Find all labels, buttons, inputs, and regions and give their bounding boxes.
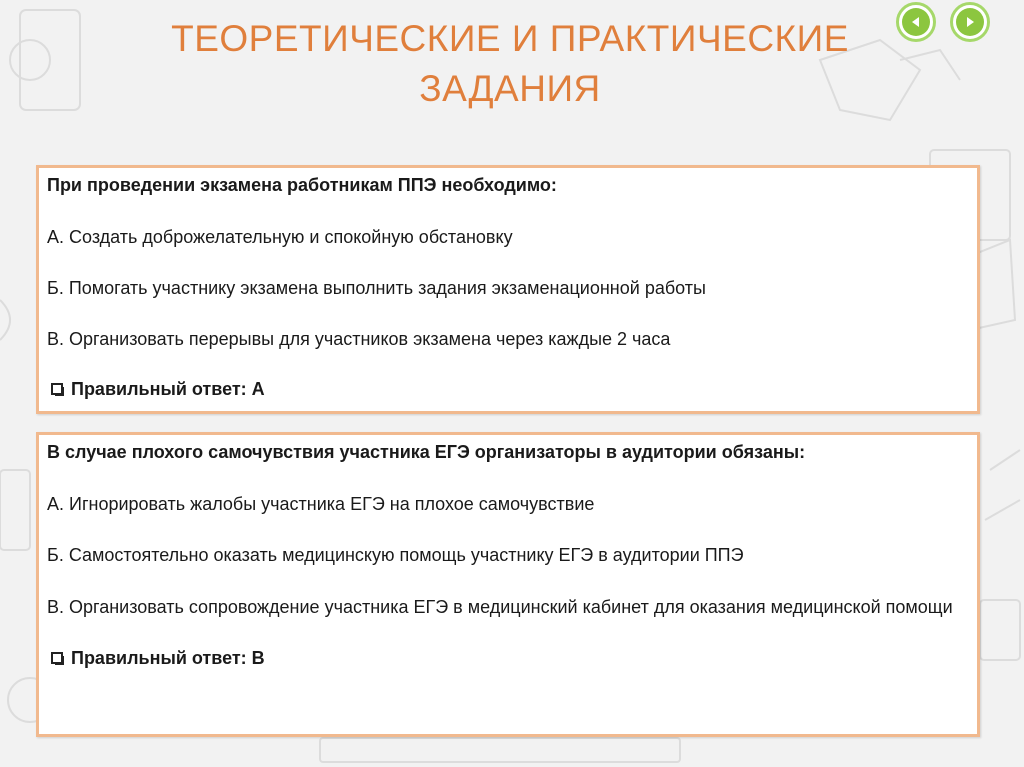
correct-answer-text: Правильный ответ: А bbox=[71, 379, 265, 399]
question-card-1 bbox=[36, 165, 980, 414]
option-a: А. Создать доброжелательную и спокойную обстановку bbox=[47, 227, 513, 247]
question-card-2 bbox=[36, 432, 980, 737]
option-a: А. Игнорировать жалобы участника ЕГЭ на плохое самочувствие bbox=[47, 494, 595, 514]
question-text: В случае плохого самочувствия участника ЕГЭ организаторы в аудитории обязаны: bbox=[47, 442, 806, 462]
triangle-right-icon bbox=[956, 8, 984, 36]
option-c: В. Организовать перерывы для участников экзамена через каждые 2 часа bbox=[47, 329, 671, 349]
correct-answer bbox=[47, 647, 967, 669]
correct-answer-text: Правильный ответ: В bbox=[71, 648, 265, 668]
slide-title bbox=[60, 14, 960, 114]
title-line-2: ЗАДАНИЯ bbox=[419, 68, 601, 109]
title-line-1: ТЕОРЕТИЧЕСКИЕ И ПРАКТИЧЕСКИЕ bbox=[171, 18, 849, 59]
question-text: При проведении экзамена работникам ППЭ необходимо: bbox=[47, 175, 557, 195]
triangle-left-icon bbox=[902, 8, 930, 36]
previous-slide-button[interactable] bbox=[896, 2, 936, 42]
option-c: В. Организовать сопровождение участника ЕГЭ в медицинский кабинет для оказания медицинской помощи bbox=[47, 597, 953, 617]
correct-answer bbox=[47, 378, 967, 400]
checkbox-icon bbox=[51, 383, 63, 395]
checkbox-icon bbox=[51, 652, 63, 664]
option-b: Б. Самостоятельно оказать медицинскую помощь участнику ЕГЭ в аудитории ППЭ bbox=[47, 545, 744, 565]
option-b: Б. Помогать участнику экзамена выполнить задания экзаменационной работы bbox=[47, 278, 706, 298]
next-slide-button[interactable] bbox=[950, 2, 990, 42]
